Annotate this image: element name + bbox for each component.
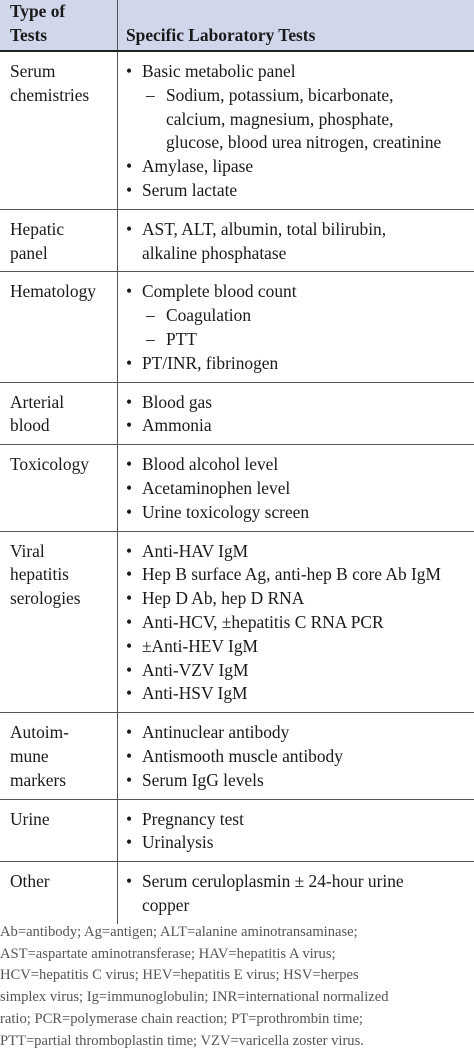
test-list-cell [118,445,474,531]
test-category-line: Hematology [10,281,96,302]
test-list-cell [118,862,474,924]
abbreviations-footnote [0,922,474,1052]
test-category-line: chemistries [10,84,90,105]
test-category-line: hepatitis [10,564,69,585]
test-list [118,60,470,203]
test-category-cell [0,862,118,924]
test-list [118,870,470,918]
footnote-line: ratio; PCR=polymerase chain reaction; PT=prothrombin time; [0,1010,363,1027]
footnote-line: AST=aspartate aminotransferase; HAV=hepatitis A virus; [0,945,336,962]
table-row [0,272,474,382]
test-category-line: Urine [10,808,50,829]
test-list [118,280,470,375]
test-category-cell [0,531,118,713]
test-item: • Serum ceruloplasmin ± 24-hour urine [118,870,470,894]
test-category-line: Autoim- [10,722,69,743]
test-category-line: Hepatic [10,218,65,239]
test-category-line: serologies [10,588,81,609]
test-item: • Anti-HAV IgM [118,540,470,564]
test-category-line: blood [10,415,50,436]
test-item: • Complete blood count [118,280,470,304]
test-list-cell [118,51,474,209]
sub-test-item: – Coagulation [118,304,470,328]
header-specific-tests [118,0,474,51]
test-category-cell [0,272,118,382]
test-item: • Urinalysis [118,831,470,855]
test-category-line: Serum [10,61,56,81]
test-list-cell [118,272,474,382]
table-row [0,531,474,713]
header-line: Type of [10,1,66,22]
test-category-line: markers [10,769,67,790]
test-item: • Antinuclear antibody [118,721,470,745]
table-body [0,51,474,924]
test-category-cell [0,209,118,272]
test-list [118,391,470,439]
test-item: • Urine toxicology screen [118,501,470,525]
test-list [118,721,470,792]
test-item: glucose, blood urea nitrogen, creatinine [166,132,442,153]
test-category-line: Toxicology [10,454,89,475]
test-item: • Blood gas [118,391,470,415]
header-type-of-tests [0,0,118,51]
test-item: • ±Anti-HEV IgM [118,635,470,659]
header-line: Specific Laboratory Tests [126,25,316,46]
test-item: • Anti-HSV IgM [118,682,470,706]
footnote-line: PTT=partial thromboplastin time; VZV=varicella zoster virus. [0,1032,364,1049]
test-item: calcium, magnesium, phosphate, [166,108,394,129]
table-row [0,51,474,209]
test-list-cell [118,713,474,799]
table-row [0,209,474,272]
test-list-cell [118,209,474,272]
test-item: • Hep D Ab, hep D RNA [118,587,470,611]
test-category-line: Other [10,871,50,892]
test-item: • Pregnancy test [118,808,470,832]
test-item: • Amylase, lipase [118,155,470,179]
test-item: • Basic metabolic panel [118,60,470,84]
table-row [0,862,474,924]
footnote-line: HCV=hepatitis C virus; HEV=hepatitis E virus; HSV=herpes [0,967,359,984]
header-line: Tests [10,25,48,46]
test-category-cell [0,799,118,862]
test-category-cell [0,51,118,209]
sub-test-item: – PTT [118,328,470,352]
test-item: • Acetaminophen level [118,477,470,501]
test-list-cell [118,531,474,713]
test-category-line: panel [10,242,48,263]
footnote-line: simplex virus; Ig=immunoglobulin; INR=international normalized [0,989,389,1006]
table-header-row [0,0,474,51]
footnote-line: Ab=antibody; Ag=antigen; ALT=alanine aminotransaminase; [0,924,358,940]
test-list [118,540,470,707]
sub-test-item: – Sodium, potassium, bicarbonate, [118,84,470,108]
table-row [0,445,474,531]
test-category-line: Viral [10,540,45,561]
table-row [0,713,474,799]
test-item: copper [142,894,190,915]
test-item: • Anti-HCV, ±hepatitis C RNA PCR [118,611,470,635]
test-list [118,808,470,856]
test-list-cell [118,382,474,445]
test-list-cell [118,799,474,862]
test-item: • Antismooth muscle antibody [118,745,470,769]
test-item: • AST, ALT, albumin, total bilirubin, [118,218,470,242]
table-row [0,799,474,862]
test-category-line: mune [10,745,49,766]
test-item: • Ammonia [118,414,470,438]
test-category-cell [0,382,118,445]
test-list [118,453,470,524]
test-category-cell [0,445,118,531]
test-item: • Anti-VZV IgM [118,659,470,683]
test-category-cell [0,713,118,799]
test-item: alkaline phosphatase [142,242,287,263]
test-item: • Serum IgG levels [118,769,470,793]
test-item: • Serum lactate [118,179,470,203]
test-item: • Blood alcohol level [118,453,470,477]
table-row [0,382,474,445]
test-category-line: Arterial [10,391,65,412]
test-list [118,218,470,266]
test-item: • Hep B surface Ag, anti-hep B core Ab IgM [118,563,470,587]
test-item: • PT/INR, fibrinogen [118,352,470,376]
